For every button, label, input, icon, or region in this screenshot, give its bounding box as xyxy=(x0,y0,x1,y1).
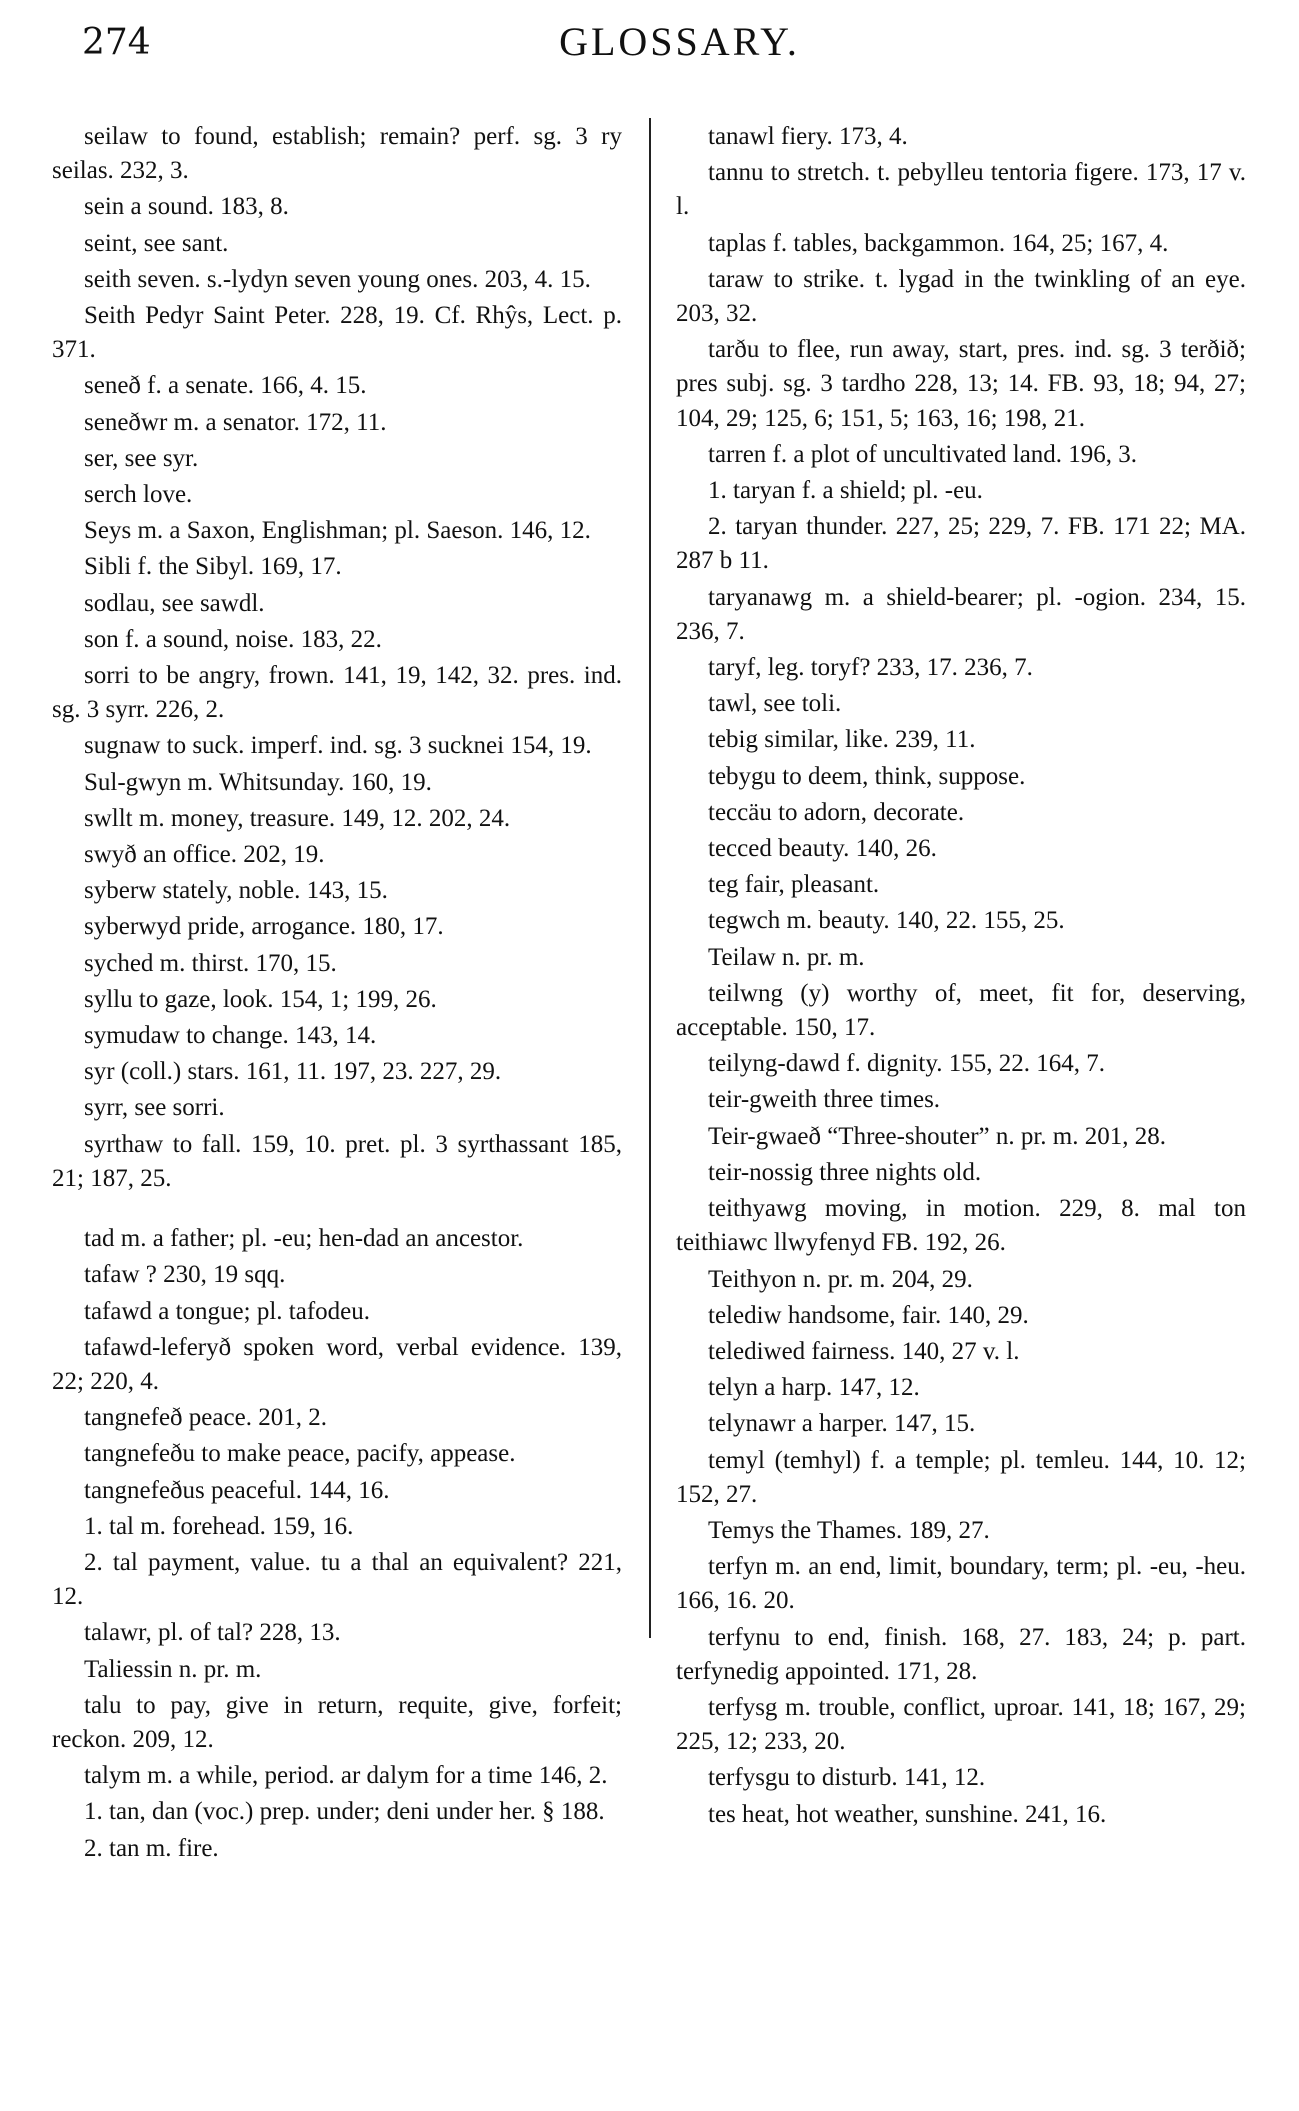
glossary-entry: teg fair, pleasant. xyxy=(708,871,880,899)
glossary-entry: tangnefeðu to make peace, pacify, appease. xyxy=(84,1440,516,1468)
glossary-entry: talym m. a while, period. ar dalym for a time 146, 2. xyxy=(84,1762,608,1790)
right-column xyxy=(676,120,1246,1834)
glossary-entry: seith seven. s.-lydyn seven young ones. 203, 4. 15. xyxy=(84,265,591,293)
glossary-entry: ser, see syr. xyxy=(84,444,199,472)
glossary-entry: seint, see sant. xyxy=(84,229,229,257)
glossary-entry: tecced beauty. 140, 26. xyxy=(708,835,937,863)
glossary-entry: sugnaw to suck. imperf. ind. sg. 3 sucknei 154, 19. xyxy=(84,732,592,760)
glossary-entry: Seys m. a Saxon, Englishman; pl. Saeson. 146, 12. xyxy=(84,517,591,545)
glossary-entry: Seith Pedyr Saint Peter. 228, 19. Cf. Rhŷs, Lect. p. 371. xyxy=(52,302,622,364)
glossary-entry: syrr, see sorri. xyxy=(84,1094,225,1122)
glossary-entry: tawl, see toli. xyxy=(708,690,842,718)
glossary-entry: son f. a sound, noise. 183, 22. xyxy=(84,625,382,653)
glossary-entry: tegwch m. beauty. 140, 22. 155, 25. xyxy=(708,907,1065,935)
glossary-entry: telyn a harp. 147, 12. xyxy=(708,1374,920,1402)
glossary-entry: syberwyd pride, arrogance. 180, 17. xyxy=(84,913,444,941)
glossary-entry: teir-nossig three nights old. xyxy=(708,1158,982,1186)
glossary-entry: Teilaw n. pr. m. xyxy=(708,943,865,971)
glossary-entry: tafaw ? 230, 19 sqq. xyxy=(84,1261,286,1289)
glossary-entry: 2. tan m. fire. xyxy=(84,1834,219,1862)
glossary-entry: symudaw to change. 143, 14. xyxy=(84,1022,377,1050)
glossary-entry: 1. tan, dan (voc.) prep. under; deni under her. § 188. xyxy=(84,1798,605,1826)
glossary-entry: 1. tal m. forehead. 159, 16. xyxy=(84,1512,354,1540)
glossary-entry: teilyng-dawd f. dignity. 155, 22. 164, 7. xyxy=(708,1050,1105,1078)
glossary-entry: tafawd a tongue; pl. tafodeu. xyxy=(84,1297,371,1325)
glossary-entry: teithyawg moving, in motion. 229, 8. mal ton teithiawc llwyfenyd FB. 192, 26. xyxy=(676,1195,1246,1257)
glossary-entry: telediwed fairness. 140, 27 v. l. xyxy=(708,1337,1020,1365)
glossary-entry: taryf, leg. toryf? 233, 17. 236, 7. xyxy=(708,654,1033,682)
left-column xyxy=(52,120,622,1868)
glossary-entry: 1. taryan f. a shield; pl. -eu. xyxy=(708,477,983,505)
glossary-entry: syched m. thirst. 170, 15. xyxy=(84,949,337,977)
glossary-entry: tebig similar, like. 239, 11. xyxy=(708,726,976,754)
glossary-entry: tangnefeðus peaceful. 144, 16. xyxy=(84,1476,390,1504)
glossary-entry: tes heat, hot weather, sunshine. 241, 16. xyxy=(708,1800,1107,1828)
glossary-entry: Taliessin n. pr. m. xyxy=(84,1655,262,1683)
glossary-entry: serch love. xyxy=(84,481,193,509)
glossary-entry: teccäu to adorn, decorate. xyxy=(708,798,965,826)
glossary-entry: tarðu to flee, run away, start, pres. ind. sg. 3 terðið; pres subj. sg. 3 tardho 228, 13; 14. FB. 93, 18; 94, 27; 104, 29; 125, 6; 151, 5; 163, 16; 198, 21. xyxy=(676,336,1246,432)
glossary-entry: taplas f. tables, backgammon. 164, 25; 167, 4. xyxy=(708,229,1169,257)
glossary-entry: Sibli f. the Sibyl. 169, 17. xyxy=(84,553,342,581)
glossary-entry: terfyn m. an end, limit, boundary, term; pl. -eu, -heu. 166, 16. 20. xyxy=(676,1553,1246,1615)
glossary-entry: talawr, pl. of tal? 228, 13. xyxy=(84,1619,341,1647)
glossary-entry: sodlau, see sawdl. xyxy=(84,589,265,617)
glossary-entry: 2. taryan thunder. 227, 25; 229, 7. FB. 171 22; MA. 287 b 11. xyxy=(676,513,1246,575)
glossary-entry: sorri to be angry, frown. 141, 19, 142, 32. pres. ind. sg. 3 syrr. 226, 2. xyxy=(52,662,622,724)
glossary-entry: syberw stately, noble. 143, 15. xyxy=(84,877,388,905)
glossary-entry: talu to pay, give in return, requite, give, forfeit; reckon. 209, 12. xyxy=(52,1691,622,1753)
page-title: GLOSSARY. xyxy=(559,19,800,64)
glossary-entry: tad m. a father; pl. -eu; hen-dad an ancestor. xyxy=(84,1225,524,1253)
glossary-entry: syllu to gaze, look. 154, 1; 199, 26. xyxy=(84,985,437,1013)
glossary-entry: seneðwr m. a senator. 172, 11. xyxy=(84,408,387,436)
glossary-entry: Teir-gwaeð “Three-shouter” n. pr. m. 201, 28. xyxy=(708,1122,1167,1150)
glossary-entry: taryanawg m. a shield-bearer; pl. -ogion. 234, 15. 236, 7. xyxy=(676,583,1246,645)
glossary-entry: telediw handsome, fair. 140, 29. xyxy=(708,1301,1029,1329)
glossary-entry: Sul-gwyn m. Whitsunday. 160, 19. xyxy=(84,768,432,796)
column-divider xyxy=(649,118,651,1638)
glossary-entry: tangnefeð peace. 201, 2. xyxy=(84,1404,327,1432)
glossary-entry: swyð an office. 202, 19. xyxy=(84,841,325,869)
glossary-entry: Teithyon n. pr. m. 204, 29. xyxy=(708,1265,973,1293)
glossary-entry: syrthaw to fall. 159, 10. pret. pl. 3 syrthassant 185, 21; 187, 25. xyxy=(52,1130,622,1192)
glossary-entry: swllt m. money, treasure. 149, 12. 202, 24. xyxy=(84,804,511,832)
glossary-entry: temyl (temhyl) f. a temple; pl. temleu. 144, 10. 12; 152, 27. xyxy=(676,1446,1246,1508)
glossary-entry: tarren f. a plot of uncultivated land. 196, 3. xyxy=(708,440,1138,468)
glossary-entry: seilaw to found, establish; remain? perf. sg. 3 ry seilas. 232, 3. xyxy=(52,123,622,185)
glossary-entry: seneð f. a senate. 166, 4. 15. xyxy=(84,372,367,400)
glossary-entry: terfynu to end, finish. 168, 27. 183, 24; p. part. terfynedig appointed. 171, 28. xyxy=(676,1623,1246,1685)
page-number: 274 xyxy=(82,22,151,63)
glossary-entry: terfysgu to disturb. 141, 12. xyxy=(708,1764,986,1792)
glossary-entry: sein a sound. 183, 8. xyxy=(84,193,289,221)
glossary-entry: syr (coll.) stars. 161, 11. 197, 23. 227, 29. xyxy=(84,1058,502,1086)
glossary-entry: teir-gweith three times. xyxy=(708,1086,941,1114)
glossary-entry: tebygu to deem, think, suppose. xyxy=(708,762,1026,790)
glossary-entry: Temys the Thames. 189, 27. xyxy=(708,1516,990,1544)
glossary-entry: teilwng (y) worthy of, meet, fit for, deserving, acceptable. 150, 17. xyxy=(676,979,1246,1042)
glossary-entry: 2. tal payment, value. tu a thal an equivalent? 221, 12. xyxy=(52,1548,622,1611)
glossary-entry: tannu to stretch. t. pebylleu tentoria figere. 173, 17 v. l. xyxy=(676,159,1246,221)
glossary-entry: terfysg m. trouble, conflict, uproar. 141, 18; 167, 29; 225, 12; 233, 20. xyxy=(676,1693,1246,1756)
glossary-entry: telynawr a harper. 147, 15. xyxy=(708,1410,976,1438)
glossary-entry: taraw to strike. t. lygad in the twinkling of an eye. 203, 32. xyxy=(676,265,1246,328)
glossary-entry: tafawd-leferyð spoken word, verbal evidence. 139, 22; 220, 4. xyxy=(52,1333,622,1395)
glossary-entry: tanawl fiery. 173, 4. xyxy=(708,123,908,150)
